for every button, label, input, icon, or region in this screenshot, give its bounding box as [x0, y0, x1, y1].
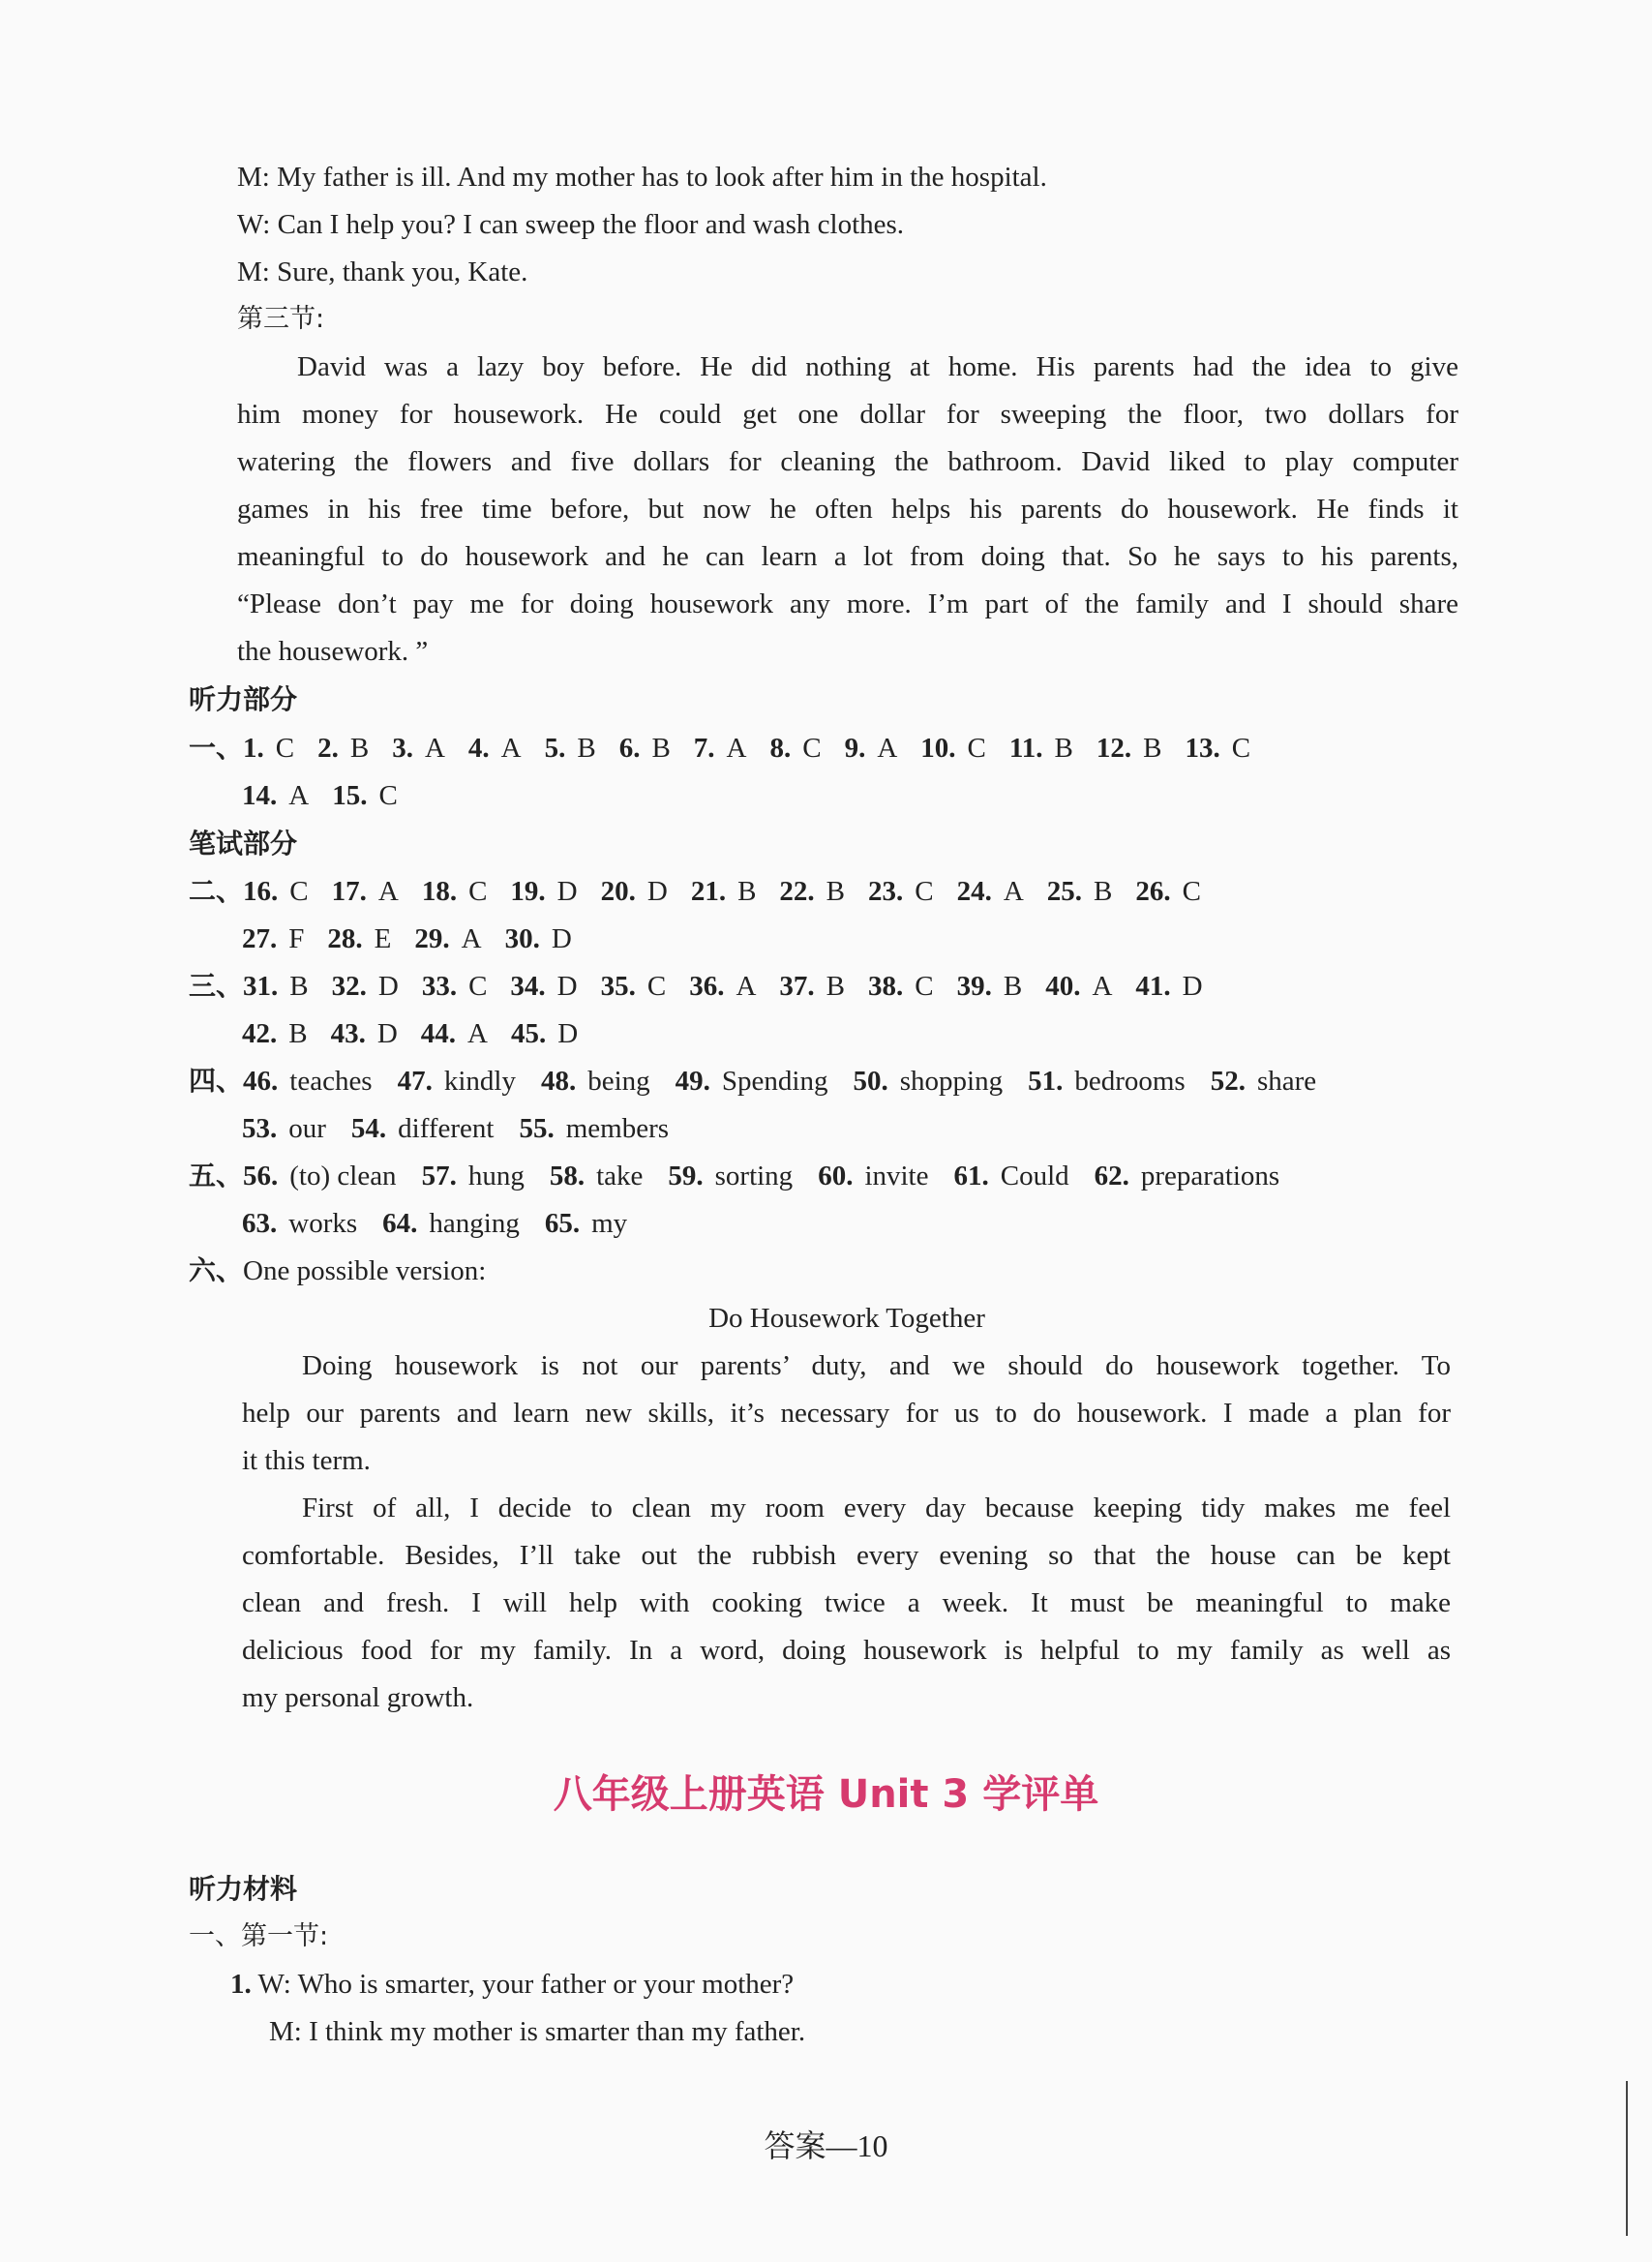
answer-value: kindly: [443, 1066, 516, 1097]
q1-w-line: [230, 1965, 794, 2004]
question-number: 12.: [1096, 733, 1132, 764]
answer-item: [243, 1157, 397, 1195]
question-number: 17.: [331, 876, 367, 907]
answer-value: A: [424, 733, 445, 764]
answer-item: [818, 1157, 928, 1195]
answer-item: [1096, 729, 1162, 768]
question-number: 55.: [519, 1113, 555, 1144]
answer-row: [189, 1062, 1341, 1101]
answer-value: members: [565, 1113, 670, 1144]
answer-item: [468, 729, 522, 768]
question-number: 23.: [868, 876, 904, 907]
answer-value: shopping: [899, 1066, 1004, 1097]
answer-item: [398, 1062, 516, 1101]
answer-item: [511, 1014, 578, 1053]
answer-value: D: [557, 1018, 579, 1049]
answer-row: [242, 1204, 652, 1243]
answer-item: [1095, 1157, 1280, 1195]
answer-item: [853, 1062, 1003, 1101]
answer-value: D: [556, 876, 578, 907]
answer-value: different: [398, 1113, 495, 1144]
question-number: 18.: [421, 876, 458, 907]
answer-item: [243, 872, 309, 911]
answer-item: [392, 729, 445, 768]
question-number: 53.: [242, 1113, 278, 1144]
essay-line: clean and fresh. I will help with cooking twice a week. It must be meaningful to make: [242, 1587, 1451, 1618]
answer-item: [845, 729, 898, 768]
answer-value: B: [737, 876, 757, 907]
answer-item: [1135, 967, 1202, 1006]
answer-value: (to) clean: [289, 1161, 397, 1191]
answer-item: [676, 1062, 828, 1101]
answer-value: D: [376, 1018, 398, 1049]
writing-heading: 笔试部分: [189, 828, 298, 860]
answer-value: share: [1256, 1066, 1317, 1097]
answer-item: [510, 872, 577, 911]
answer-value: bedrooms: [1074, 1066, 1186, 1097]
dialog-line: M: My father is ill. And my mother has to look after him in the hospital.: [237, 162, 1047, 193]
question-number: 54.: [350, 1113, 387, 1144]
answer-item: [242, 776, 309, 815]
answer-item: [1135, 872, 1201, 911]
q1-number: 1.: [230, 1969, 252, 2000]
answer-item: [382, 1204, 520, 1243]
essay-line: it this term.: [242, 1445, 371, 1476]
section6: [189, 1252, 486, 1290]
q1-w: W: Who is smarter, your father or your mother?: [257, 1969, 795, 2000]
answer-item: [242, 1014, 308, 1053]
answer-item: [242, 920, 304, 958]
answer-value: being: [587, 1066, 650, 1097]
answer-item: [1185, 729, 1250, 768]
answer-value: A: [726, 733, 747, 764]
answer-value: my: [591, 1208, 628, 1239]
answer-value: D: [551, 923, 572, 954]
answer-item: [331, 1014, 398, 1053]
question-number: 24.: [956, 876, 992, 907]
answer-value: D: [646, 876, 668, 907]
answer-item: [421, 1014, 488, 1053]
answer-item: [243, 967, 309, 1006]
question-number: 32.: [331, 971, 367, 1002]
answer-value: C: [378, 780, 398, 811]
essay-title: Do Housework Together: [708, 1303, 985, 1334]
question-number: 39.: [956, 971, 992, 1002]
question-number: 37.: [779, 971, 815, 1002]
question-number: 47.: [397, 1066, 433, 1097]
question-number: 52.: [1210, 1066, 1246, 1097]
question-number: 29.: [414, 923, 450, 954]
section6-label: 六、: [189, 1254, 244, 1286]
answer-value: C: [915, 971, 934, 1002]
answer-item: [868, 872, 934, 911]
question-number: 27.: [242, 923, 278, 954]
question-number: 45.: [511, 1018, 547, 1049]
answer-row: [189, 872, 1224, 911]
answer-value: A: [1092, 971, 1113, 1002]
question-number: 35.: [600, 971, 636, 1002]
answer-row: [189, 967, 1226, 1006]
question-number: 60.: [818, 1161, 854, 1191]
essay-line: Doing housework is not our parents’ duty, and we should do housework together. To: [302, 1350, 1451, 1381]
question-number: 62.: [1094, 1161, 1129, 1191]
question-number: 58.: [549, 1161, 586, 1191]
answer-value: A: [736, 971, 757, 1002]
answer-item: [327, 920, 391, 958]
essay-line: help our parents and learn new skills, it’s necessary for us to do housework. I made a plan for: [242, 1398, 1451, 1429]
answer-item: [414, 920, 481, 958]
answer-value: A: [461, 923, 482, 954]
answer-value: works: [288, 1208, 358, 1239]
answer-item: [1211, 1062, 1316, 1101]
answer-item: [691, 872, 757, 911]
question-number: 15.: [332, 780, 368, 811]
answer-value: B: [1094, 876, 1113, 907]
answer-item: [351, 1109, 495, 1148]
answer-row: [242, 920, 595, 958]
question-number: 25.: [1046, 876, 1083, 907]
question-number: 31.: [243, 971, 279, 1002]
answer-value: B: [1143, 733, 1162, 764]
listening-heading: 听力部分: [189, 683, 298, 715]
answer-row: [242, 1014, 601, 1053]
answer-item: [1028, 1062, 1186, 1101]
answer-value: F: [288, 923, 305, 954]
passage-line: “Please don’t pay me for doing housework any more. I’m part of the family and I should share: [237, 588, 1458, 619]
answer-value: B: [651, 733, 671, 764]
answer-item: [505, 920, 572, 958]
answer-row: [189, 729, 1274, 768]
unit-title: 八年级上册英语 Unit 3 学评单: [553, 1772, 1099, 1817]
answer-value: D: [556, 971, 578, 1002]
answer-item: [332, 776, 398, 815]
answer-value: B: [289, 971, 309, 1002]
question-number: 49.: [675, 1066, 710, 1097]
question-number: 42.: [242, 1018, 278, 1049]
answer-value: B: [1054, 733, 1073, 764]
passage-line: David was a lazy boy before. He did nothing at home. His parents had the idea to give: [297, 351, 1458, 382]
answer-item: [332, 967, 399, 1006]
dialog-line: M: Sure, thank you, Kate.: [237, 256, 528, 287]
answer-item: [689, 967, 756, 1006]
answer-value: C: [275, 733, 295, 764]
question-number: 2.: [317, 733, 339, 764]
answer-value: Could: [1000, 1161, 1069, 1191]
question-number: 34.: [510, 971, 546, 1002]
section-label: 一、: [189, 732, 244, 764]
page-footer: 答案—10: [764, 2128, 888, 2163]
question-number: 19.: [510, 876, 546, 907]
section6-intro: One possible version:: [243, 1255, 487, 1286]
answer-item: [550, 1157, 644, 1195]
question-number: 44.: [420, 1018, 457, 1049]
question-number: 9.: [844, 733, 866, 764]
answer-value: teaches: [289, 1066, 373, 1097]
question-number: 13.: [1185, 733, 1220, 764]
listening-material-heading: 听力材料: [189, 1873, 298, 1905]
answer-item: [541, 1062, 650, 1101]
question-number: 4.: [467, 733, 490, 764]
answer-item: [779, 967, 845, 1006]
essay-line: First of all, I decide to clean my room every day because keeping tidy makes me feel: [302, 1493, 1451, 1523]
answer-item: [1045, 967, 1112, 1006]
answer-item: [957, 967, 1023, 1006]
question-number: 59.: [668, 1161, 704, 1191]
essay-line: comfortable. Besides, I’ll take out the rubbish every evening so that the house can be kept: [242, 1540, 1451, 1571]
answer-item: [601, 872, 668, 911]
answer-value: C: [468, 971, 488, 1002]
answer-item: [619, 729, 671, 768]
question-number: 65.: [544, 1208, 581, 1239]
answer-value: B: [826, 876, 845, 907]
answer-item: [422, 872, 488, 911]
answer-value: A: [877, 733, 898, 764]
answer-value: Spending: [721, 1066, 828, 1097]
edge-rule: [1626, 2081, 1628, 2236]
answer-value: C: [802, 733, 822, 764]
answer-item: [422, 1157, 525, 1195]
passage-line: the housework. ”: [237, 636, 429, 667]
answer-item: [601, 967, 667, 1006]
answer-item: [243, 1062, 373, 1101]
answer-item: [519, 1109, 669, 1148]
question-number: 26.: [1135, 876, 1171, 907]
answer-item: [332, 872, 399, 911]
answer-item: [694, 729, 747, 768]
answer-item: [779, 872, 845, 911]
answer-item: [242, 1204, 357, 1243]
answer-value: D: [377, 971, 399, 1002]
answer-value: C: [289, 876, 309, 907]
question-number: 43.: [330, 1018, 366, 1049]
answer-row: [189, 1157, 1305, 1195]
section-label: 二、: [189, 875, 244, 907]
question-number: 57.: [421, 1161, 457, 1191]
part1-label: 一、第一节:: [189, 1921, 329, 1951]
essay-line: my personal growth.: [242, 1682, 474, 1713]
question-number: 16.: [243, 876, 279, 907]
answer-value: C: [967, 733, 986, 764]
question-number: 28.: [327, 923, 363, 954]
q1-m: M: I think my mother is smarter than my father.: [269, 2016, 806, 2047]
question-number: 30.: [504, 923, 540, 954]
section-label: 三、: [189, 970, 244, 1002]
answer-item: [920, 729, 986, 768]
answer-value: C: [468, 876, 488, 907]
question-number: 48.: [540, 1066, 577, 1097]
answer-item: [1009, 729, 1073, 768]
question-number: 51.: [1028, 1066, 1064, 1097]
question-number: 64.: [382, 1208, 418, 1239]
question-number: 11.: [1008, 733, 1043, 764]
answer-value: A: [288, 780, 310, 811]
answer-value: C: [1231, 733, 1251, 764]
question-number: 40.: [1045, 971, 1081, 1002]
section-label: 五、: [189, 1160, 244, 1191]
answer-value: B: [1003, 971, 1023, 1002]
answer-value: A: [377, 876, 399, 907]
passage-line: him money for housework. He could get one dollar for sweeping the floor, two dollars for: [237, 399, 1458, 430]
answer-row: [242, 776, 421, 815]
passage-line: watering the flowers and five dollars for cleaning the bathroom. David liked to play computer: [237, 446, 1458, 477]
answer-value: invite: [864, 1161, 929, 1191]
answer-value: take: [596, 1161, 644, 1191]
answer-item: [243, 729, 294, 768]
question-number: 6.: [618, 733, 641, 764]
question-number: 7.: [693, 733, 715, 764]
passage-line: meaningful to do housework and he can learn a lot from doing that. So he says to his parents,: [237, 541, 1458, 572]
answer-value: A: [467, 1018, 488, 1049]
question-number: 1.: [243, 733, 264, 764]
answer-value: B: [288, 1018, 308, 1049]
answer-value: hung: [467, 1161, 525, 1191]
question-number: 63.: [242, 1208, 278, 1239]
answer-item: [953, 1157, 1068, 1195]
question-number: 10.: [920, 733, 956, 764]
answer-item: [242, 1109, 326, 1148]
answer-value: C: [646, 971, 667, 1002]
section3-label: 第三节:: [237, 304, 325, 334]
answer-value: B: [349, 733, 370, 764]
answer-value: D: [1182, 971, 1203, 1002]
question-number: 41.: [1135, 971, 1171, 1002]
passage-line: games in his free time before, but now he often helps his parents do housework. He finds it: [237, 494, 1458, 525]
answer-item: [957, 872, 1024, 911]
section-label: 四、: [189, 1065, 244, 1097]
answer-item: [668, 1157, 793, 1195]
answer-item: [510, 967, 577, 1006]
answer-item: [770, 729, 822, 768]
answer-item: [1047, 872, 1113, 911]
answer-item: [545, 729, 596, 768]
question-number: 3.: [392, 733, 413, 764]
answer-value: sorting: [714, 1161, 794, 1191]
answer-value: A: [1003, 876, 1024, 907]
question-number: 22.: [779, 876, 815, 907]
answer-value: B: [826, 971, 845, 1002]
answer-item: [868, 967, 934, 1006]
answer-row: [242, 1109, 694, 1148]
answer-item: [317, 729, 369, 768]
question-number: 38.: [868, 971, 904, 1002]
answer-value: B: [577, 733, 596, 764]
answer-value: preparations: [1140, 1161, 1280, 1191]
answer-value: C: [915, 876, 934, 907]
essay-line: delicious food for my family. In a word, doing housework is helpful to my family as well as: [242, 1635, 1451, 1666]
answer-value: C: [1182, 876, 1201, 907]
question-number: 61.: [953, 1161, 989, 1191]
question-number: 8.: [769, 733, 792, 764]
question-number: 56.: [243, 1161, 279, 1191]
question-number: 5.: [544, 733, 566, 764]
question-number: 14.: [242, 780, 278, 811]
answer-value: our: [288, 1113, 326, 1144]
answer-item: [422, 967, 488, 1006]
question-number: 36.: [689, 971, 725, 1002]
question-number: 33.: [421, 971, 458, 1002]
question-number: 46.: [243, 1066, 279, 1097]
question-number: 20.: [600, 876, 636, 907]
answer-value: A: [500, 733, 522, 764]
dialog-line: W: Can I help you? I can sweep the floor and wash clothes.: [237, 209, 905, 240]
answer-value: E: [374, 923, 392, 954]
question-number: 21.: [690, 876, 727, 907]
answer-value: hanging: [429, 1208, 520, 1239]
question-number: 50.: [853, 1066, 888, 1097]
answer-item: [545, 1204, 627, 1243]
